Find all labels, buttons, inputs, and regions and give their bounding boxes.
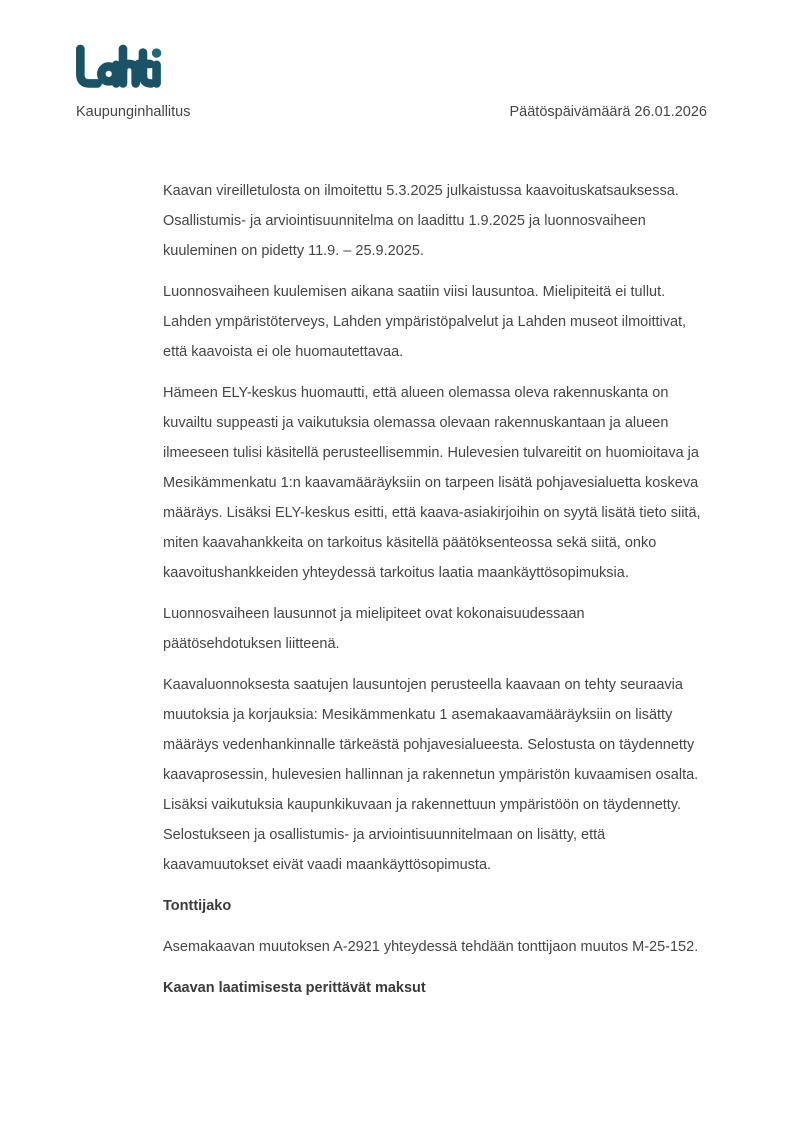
section-heading: Kaavan laatimisesta perittävät maksut xyxy=(163,980,426,996)
paragraph-line: Lisäksi vaikutuksia kaupunkikuvaan ja rakennettuun ympäristöön on täydennetty. xyxy=(163,797,682,813)
paragraph-line: määräys vedenhankinnalle tärkeästä pohjavesialueesta. Selostusta on täydennetty xyxy=(163,737,695,753)
body-paragraph xyxy=(163,277,719,367)
paragraph-line: Selostukseen ja osallistumis- ja arviointisuunnitelmaan on lisätty, että xyxy=(163,827,606,843)
body-paragraph xyxy=(163,176,719,266)
paragraph-line: Lahden ympäristöterveys, Lahden ympäristöpalvelut ja Lahden museot ilmoittivat, xyxy=(163,314,687,330)
paragraph-line: kaavamuutokset eivät vaadi maankäyttösopimusta. xyxy=(163,857,492,873)
paragraph-line: Kaavaluonnoksesta saatujen lausuntojen perusteella kaavaan on tehty seuraavia xyxy=(163,677,683,693)
lahti-logo xyxy=(74,43,162,93)
paragraph-line: Asemakaavan muutoksen A-2921 yhteydessä tehdään tonttijaon muutos M-25-152. xyxy=(163,939,699,955)
document-header xyxy=(76,101,707,123)
paragraph-line: kuvailtu suppeasti ja vaikutuksia olemassa olevaan rakennuskantaan ja alueen xyxy=(163,415,669,431)
body-paragraph xyxy=(163,670,719,880)
paragraph-line: päätösehdotuksen liitteenä. xyxy=(163,636,340,652)
organization-name: Kaupunginhallitus xyxy=(76,104,191,120)
decision-date: Päätöspäivämäärä 26.01.2026 xyxy=(509,104,707,120)
paragraph-line: Hämeen ELY-keskus huomautti, että alueen olemassa oleva rakennuskanta on xyxy=(163,385,669,401)
paragraph-line: että kaavoista ei ole huomautettavaa. xyxy=(163,344,404,360)
paragraph-line: kuuleminen on pidetty 11.9. – 25.9.2025. xyxy=(163,243,424,259)
paragraph-line: Luonnosvaiheen kuulemisen aikana saatiin viisi lausuntoa. Mielipiteitä ei tullut. xyxy=(163,284,666,300)
body-paragraph xyxy=(163,932,719,962)
body-paragraph xyxy=(163,599,719,659)
document-body xyxy=(163,176,719,1014)
lahti-logo-graphic xyxy=(74,43,162,93)
paragraph-line: kaavaprosessin, hulevesien hallinnan ja rakennetun ympäristön kuvaamisen osalta. xyxy=(163,767,699,783)
paragraph-line: kaavoitushankkeiden yhteydessä tarkoitus laatia maankäyttösopimuksia. xyxy=(163,565,629,581)
logo-i-dot xyxy=(152,48,161,57)
paragraph-line: Luonnosvaiheen lausunnot ja mielipiteet ovat kokonaisuudessaan xyxy=(163,606,585,622)
paragraph-line: Mesikämmenkatu 1:n kaavamääräyksiin on tarpeen lisätä pohjavesialuetta koskeva xyxy=(163,475,699,491)
paragraph-line: miten kaavahankkeita on tarkoitus käsitellä päätöksenteossa sekä siitä, onko xyxy=(163,535,657,551)
paragraph-line: ilmeeseen tulisi käsitellä perusteellisemmin. Hulevesien tulvareitit on huomioitava ja xyxy=(163,445,699,461)
body-paragraph xyxy=(163,378,719,588)
paragraph-line: muutoksia ja korjauksia: Mesikämmenkatu 1 asemakaavamääräyksiin on lisätty xyxy=(163,707,673,723)
paragraph-line: Kaavan vireilletulosta on ilmoitettu 5.3.2025 julkaistussa kaavoituskatsauksessa. xyxy=(163,183,679,199)
section-heading: Tonttijako xyxy=(163,898,232,914)
paragraph-line: määräys. Lisäksi ELY-keskus esitti, että kaava-asiakirjoihin on syytä lisätä tieto siitä, xyxy=(163,505,701,521)
paragraph-line: Osallistumis- ja arviointisuunnitelma on laadittu 1.9.2025 ja luonnosvaiheen xyxy=(163,213,646,229)
